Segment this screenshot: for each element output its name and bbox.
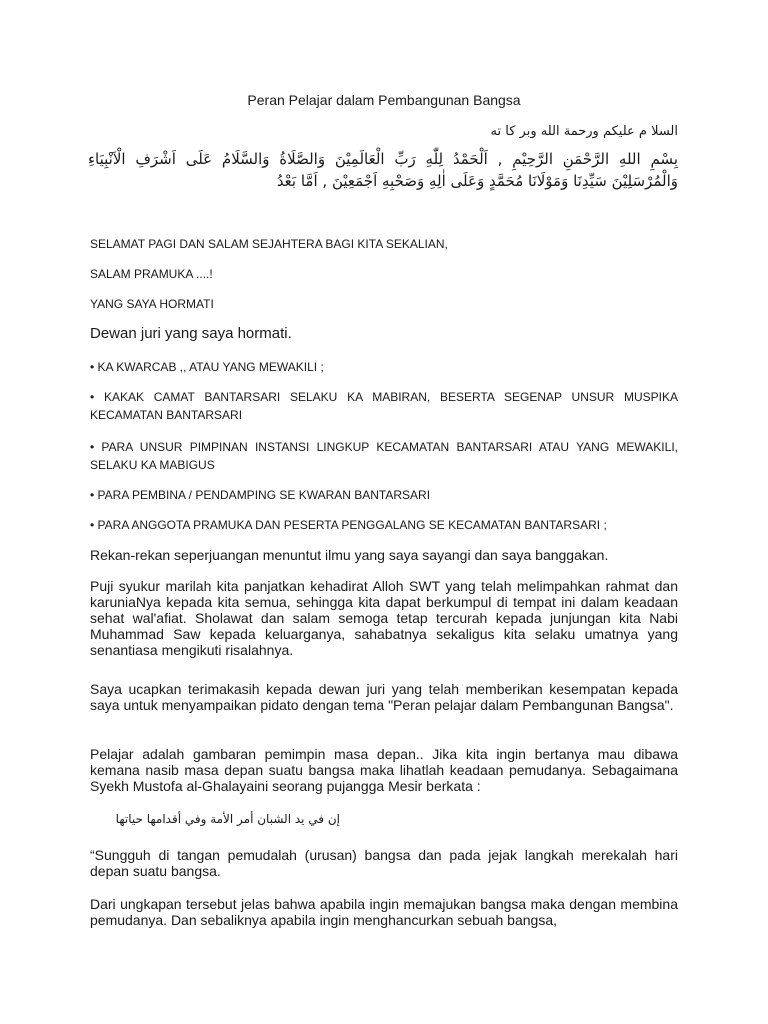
salam-arabic: السلا م عليكم ورحمة الله وبر كا ته xyxy=(490,124,678,139)
bullet-item: • KAKAK CAMAT BANTARSARI SELAKU KA MABIRAN, BESERTA SEGENAP UNSUR MUSPIKA KECAMATAN BANTARSARI xyxy=(90,390,678,422)
ungkapan-paragraph: Dari ungkapan tersebut jelas bahwa apabila ingin memajukan bangsa maka dengan membina pemudanya. Dan sebaliknya apabila ingin menghancurkan sebuah bangsa, xyxy=(90,896,678,928)
salam-pramuka-line: SALAM PRAMUKA ....! xyxy=(90,267,213,281)
dewan-juri-line: Dewan juri yang saya hormati. xyxy=(90,325,292,342)
terimakasih-paragraph: Saya ucapkan terimakasih kepada dewan juri yang telah memberikan kesempatan kepada saya untuk menyampaikan pidato dengan tema "Peran pelajar dalam Pembangunan Bangsa". xyxy=(90,681,678,713)
document-title: Peran Pelajar dalam Pembangunan Bangsa xyxy=(247,92,521,108)
bullet-item: • PARA ANGGOTA PRAMUKA DAN PESERTA PENGGALANG SE KECAMATAN BANTARSARI ; xyxy=(90,518,607,532)
greeting-line: SELAMAT PAGI DAN SALAM SEJAHTERA BAGI KITA SEKALIAN, xyxy=(90,237,448,251)
yang-saya-hormati-line: YANG SAYA HORMATI xyxy=(90,297,214,311)
bullet-item: • KA KWARCAB ,, ATAU YANG MEWAKILI ; xyxy=(90,360,324,374)
pelajar-paragraph: Pelajar adalah gambaran pemimpin masa depan.. Jika kita ingin bertanya mau dibawa kemana nasib masa depan suatu bangsa maka lihatlah keadaan pemudanya. Sebagaimana Syekh Mustofa al-Ghalayaini seorang pujangga Mesir berkata : xyxy=(90,746,678,794)
puji-syukur-paragraph: Puji syukur marilah kita panjatkan kehadirat Alloh SWT yang telah melimpahkan rahmat dan karuniaNya kepada kita semua, sehingga kita dapat berkumpul di tempat ini dalam keadaan sehat wal'afiat. Sholawat dan salam semoga tetap tercurah kepada junjungan kita Nabi Muhammad Saw kepada keluarganya, sahabatnya sekaligus kita selaku umatnya yang senantiasa mengikuti risalahnya. xyxy=(90,578,678,658)
rekan-paragraph: Rekan-rekan seperjuangan menuntut ilmu yang saya sayangi dan saya banggakan. xyxy=(90,547,609,563)
bullet-item: • PARA UNSUR PIMPINAN INSTANSI LINGKUP KECAMATAN BANTARSARI ATAU YANG MEWAKILI, SELAKU KA MABIGUS xyxy=(90,440,678,472)
quote-arabic: إن في يد الشبان أمر الأمة وفي أقدامها حياتها xyxy=(115,812,340,826)
bullet-item: • PARA PEMBINA / PENDAMPING SE KWARAN BANTARSARI xyxy=(90,488,431,502)
sungguh-paragraph: “Sungguh di tangan pemudalah (urusan) bangsa dan pada jejak langkah merekalah hari depan suatu bangsa. xyxy=(90,847,678,879)
doa-arabic: بِسْمِ اللهِ الرَّحْمَنِ الرَّحِيْمِ , اَلْحَمْدُ لِلّٰهِ رَبِّ الْعَالَمِيْنَ وَالصَّلَاةُ وَالسَّلَامُ عَلَى اَشْرَفِ الْاَنْبِيَاءِ وَالْمُرْسَلِيْنَ سَيِّدِنَا وَمَوْلَانَا مُحَمَّدٍ وَعَلَى اٰلِهِ وَصَحْبِهِ اَجْمَعِيْنَ , اَمَّا بَعْدُ xyxy=(88,150,678,190)
